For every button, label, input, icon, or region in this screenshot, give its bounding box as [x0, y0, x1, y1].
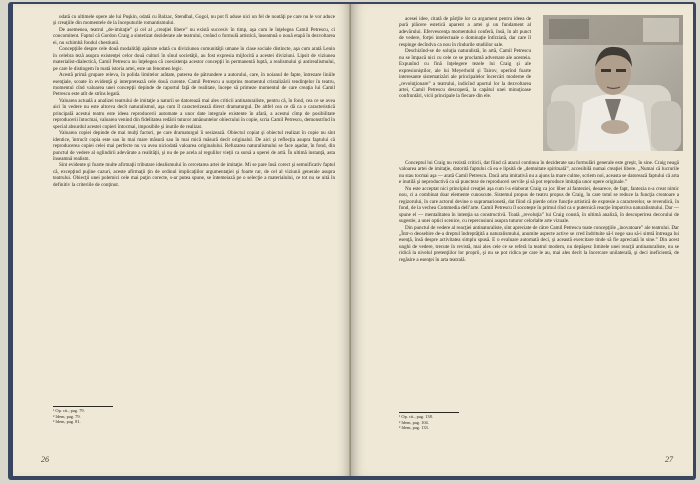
- right-page: [351, 4, 693, 476]
- page-number-left: 26: [41, 455, 49, 464]
- footnote: ¹ Op. cit., pag. 79.: [53, 408, 85, 413]
- left-page-body: [53, 14, 335, 188]
- paragraph: Deschizînd-se de soluţia naturalistă, în artă, Camil Petrescu nu se împacă nici cu cele ce se proclamă adversare ale acesteia. Expunînd cu fină înţelegere tezele lui Craig şi ale expresioniştilor, ale lui Meyerhold şi Tairov, operînd foarte interesante sistematizări ale principalelor încercări moderne de „revoluţionare” a teatrului, indicînd aportul lor la dezvoltarea artei, Camil Petrescu descoperă, la capătul unei minuţioase confruntări, vicii principale la fiecare din ele.: [399, 48, 531, 100]
- paragraph: Acestă primă grupare releva, în polida limitelor arătate, puterea de pătrundere a autorului, care, în noianul de fapte, întrezare liniile esenţiale, scoate în evidenţă şi interpretează cele două curente. Camil Petrescu a surprins momentul cristalizării tendinţelor în teatru, momentul cînd valoarea unei concepţii depinde de raportul faţă de realitate, începe să primeze momentul de care creaţia lui Camil Petrescu este atît de strîns legată.: [53, 72, 335, 98]
- page-number-right: 27: [665, 455, 673, 464]
- paragraph: acesei idee, citată de părţile lor ca argument pentru ideea de pură plăcere estetică aparent a artei şi un fundament al adevărului. Efervescenţa momentului conferă, însă, în alt punct de vedere, forţei intelectuale o dominaţie întîrziată, dar care îl respinge decîndva ca nou în rîndurile studiilor sale.: [399, 16, 531, 48]
- paragraph: odată cu ultimele opere ale lui Puşkin, odată cu Balzac, Stendhal, Gogol, nu pot fi aduse nici un fel de noutăţi pe care nu le vor aduce şi creaţiile din momentele de la începuturile romantismului.: [53, 14, 335, 27]
- paragraph: De asemenea, teatrul „de-imitaţie” şi cel al „creaţiei libere” nu există succesiv în timp, aşa cum le înţelegea Camil Petrescu, ci concomitent. Faptul că Gordon Craig a sintetizat deziderate ale teatrului, creând o formulă artistică, înseamnă o nouă etapă în dezvoltarea ei, nu schimbă fondul chestiunii.: [53, 26, 335, 46]
- paragraph: Sint evidente şi foarte multe afirmaţii tributare idealismului în cercetarea artei de imitaţie. Mi se pare însă corect şi semnificativ faptul că, excepţind pujine cazuri, aceste afirmaţii ţin de ordinul implicaţiilor argumentaţiei şi foarte rar, de cel al viziunii generale asupra teatrului. Obiecţii unei polemici cele mai puţin corecte, s-ar putea spune, se întemeiază pe o selecţie a materialului, ce tot nu se uită în definitiv la criteriile de conţinut.: [53, 162, 335, 188]
- paragraph: Valoarea copiei depinde de mai mulţi factori, pe care dramaturgul îi sesizează. Obiectul copiat şi obiectul realizat în copie nu sînt identice, întrucît copia este sau în mai mare măsură sau în mai mică măsură decît originalul. De aici şi reflecţia asupra faptului că reproducerea copiei celei mai perfecte nu va avea niciodată valoarea originalului. Refuzarea naturalismului se face aşadar, în fond, din punctul de vedere al oglindirii adevărate a realităţii, şi nu de pe acela al regulilor vieţii ca sursă a operei de artă. În ultimă instanţă, asta înseamnă realism.: [53, 130, 335, 162]
- footnote-divider: [399, 412, 459, 413]
- footnote: ³ Idem, pag. 81.: [53, 419, 81, 425]
- paragraph: Conceptul lui Craig nu rezistă criticii, dat fiind că atacul continuu în deziderate sau formulări generale este greşit, în sine. Craig neagă valoarea artei de imitaţie, datorită faptului că ea e lipsită de „demnitate spirituală”, accesibilă numai creaţiei libere. „Numai că lucrurile nu stau tocmai aşa — arată Camil Petrescu. Dacă arta imitativă nu a ajuns la mare culme, scriem noi, aceasta se datorează faptului că arta e inutilă şi neproductivă ca să puncteze de reproduceri servile şi să pot reproduce imitaţia unor opere originale.”: [399, 160, 679, 186]
- portrait-illustration: [543, 15, 683, 151]
- footnote: ¹ Op. cit., pag. 138.: [399, 414, 433, 419]
- portrait-photo: [543, 15, 683, 151]
- left-footnotes: [53, 406, 113, 425]
- paragraph: Valoarea actuală a analizei teatrului de imitaţie a naturii se datorează mai ales criticii antinaturaliste, pentru că, în fond, cea ce se avea aici în vedere nu este altceva decît naturalismul, aşa cum îl caracterizează direct dramaturgul. De altfel cea ce dă ca o caracteristică principală acestui teatru este ideea reproducerii automate a unor date integrale existente în afară, a acestui cîmp de posibilitate reproducerii întocmai, valoarea venind din fidelitatea redării tuturor amănuntelor obiectului în copie, scria Camil Petrescu, demonstrînd în special absurdul acestei copieri întocmai, imposibile şi inutile de realizat.: [53, 97, 335, 130]
- footnote: ² Idem, pag. 104.: [399, 419, 429, 425]
- left-page: [13, 4, 351, 476]
- right-page-body: [399, 160, 679, 263]
- paragraph: Nu este acceptat nici principiul creaţiei aşa cum l-a elaborat Craig ca joc liber al fanteziei, deoarece, de fapt, fantezia n-a creat nimic nou, ci a combinat doar elemente cunoscute. Sistemul propus de teatru propus de Craig, în care totul se reduce la funcţia creatoare a regizorului, în care actorul devine o supramarionetă, dat fiind că pierde orice funcţie artistică de expresie a caracterelor, se revendică, în fond, de la vechea Commedia dell’arte. Camil Petrescu îl socoteşte în primul rînd ca o puternică reacţie împotriva naturalismului. Dar — spune el — mentalitatea în intenţia sa constructivă. Toată „revoluţia” lui Craig constă, în ultimă analiză, în descoperirea decorului de sugestie, a unei optici scenice, cu repercusiuni asupra tuturor celorlalte arte vizuale.: [399, 185, 679, 225]
- right-footnotes: [399, 412, 459, 431]
- paragraph: Concepţiile despre cele două modalităţi apărute odată cu diviziunea comunităţii umane în clase sociale distincte, aşa cum arată Lenin în celebra teză asupra existenţei celor două culturi în sînul societăţii, au fost expresia mijlocită a acestei diviziuni. Lipsit de viziunea materialist-dialectică, Camil Petrescu nu înţelegea că coexistenţa acestor concepţii în permanentă luptă, a realismului şi antirealismului, pe care le distingem în toată istoria artei, este un fenomen legic.: [53, 46, 335, 72]
- paragraph: Din punctul de vedere al reacţiei antinaturaliste, sînt apreciate de către Camil Petrescu toate concepţiile „inovatoare” ale teatrului. Dar „Într-o deosebire de-a dreptul îndreptăţită a naturalismului, anumite aspecte active se cred îndrituite să-l nege sau să-i simtă întreaga lui esenţă, însă despre activitatea simplu spusă. E o evaluare automată deci, şi această exercitare tinde să fie apreciată în sine.” Din acest unghi de vedere, trecute în revistă, mai ales cele ce se referă la teatrul modern, nu depăşesc limitele unei reacţii antinaturaliste, nu se ridică la nivelul pretenţiilor lor proprii, şi nu se pot ridica pe care le au, mai ales decît la încercare unilaterală, şi deci ineficientă, de regăsire a esenţei în arta teatrală.: [399, 224, 679, 263]
- right-page-top-text: [399, 16, 531, 100]
- footnote-divider: [53, 406, 113, 407]
- footnote: ³ Idem, pag. 133.: [399, 425, 429, 431]
- footnote: ² Idem, pag. 79.: [53, 413, 81, 419]
